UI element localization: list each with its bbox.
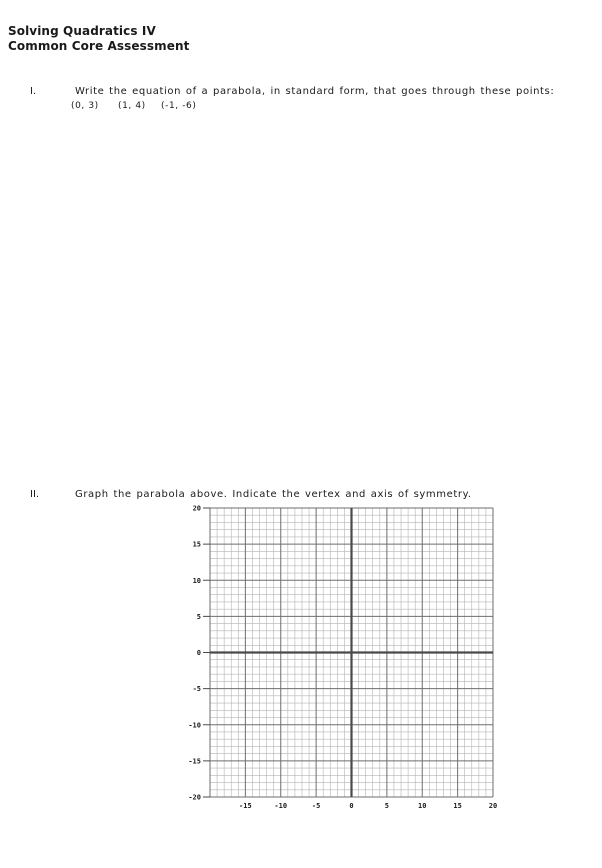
x-tick-label: -5 bbox=[311, 802, 321, 810]
worksheet-subtitle: Common Core Assessment bbox=[8, 39, 190, 53]
coordinate-grid bbox=[170, 500, 505, 820]
y-tick-label: -5 bbox=[192, 685, 201, 694]
y-tick-marks bbox=[203, 508, 210, 797]
x-tick-label: 15 bbox=[453, 802, 462, 810]
question-1-number: I. bbox=[30, 86, 37, 97]
question-1-text: Write the equation of a parabola, in standard form, that goes through these points: bbox=[75, 86, 555, 97]
question-2-text: Graph the parabola above. Indicate the vertex and axis of symmetry. bbox=[75, 489, 472, 500]
y-tick-label: -10 bbox=[188, 721, 201, 730]
x-tick-label: -15 bbox=[239, 802, 252, 810]
x-tick-label: 10 bbox=[418, 802, 427, 810]
y-tick-label: 20 bbox=[192, 504, 201, 513]
x-tick-label: 20 bbox=[488, 802, 498, 810]
y-tick-label: 5 bbox=[196, 612, 201, 621]
y-tick-label: -15 bbox=[188, 757, 201, 766]
worksheet-title: Solving Quadratics IV bbox=[8, 24, 156, 38]
y-tick-label: -20 bbox=[188, 793, 201, 802]
x-tick-label: -10 bbox=[274, 802, 288, 810]
point-3: (-1, -6) bbox=[161, 101, 197, 111]
point-2: (1, 4) bbox=[118, 101, 146, 111]
tick-labels bbox=[188, 505, 497, 811]
x-tick-label: 0 bbox=[349, 802, 354, 810]
y-tick-label: 0 bbox=[196, 649, 201, 657]
x-tick-label: 5 bbox=[384, 802, 389, 810]
question-2-number: II. bbox=[30, 489, 40, 500]
y-tick-label: 15 bbox=[192, 540, 201, 549]
y-tick-label: 10 bbox=[192, 576, 201, 585]
point-1: (0, 3) bbox=[71, 101, 99, 111]
